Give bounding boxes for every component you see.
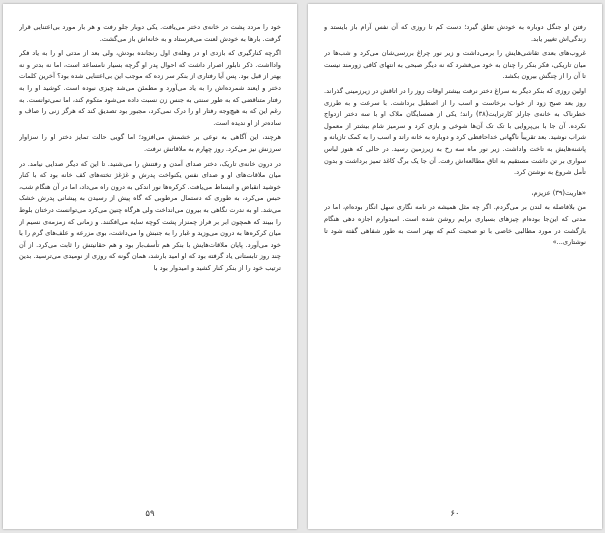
- paragraph: در درون خانه‌ی تاریک، دختر صدای آمدن و رفتنش را می‌شنید. تا این که دیگر صدایی نیامد. در میان ملاقات‌های او و صدای نفس یکنواخت پدرش و غژغژ تخته‌های کف خانه بود که با کنار خوشید انقباض و انبساط می‌یافت. کرکره‌ها نور اندکی به درون راه می‌داد، اما در آن هنگام شب، حبس می‌کرد، به طوری که دستمال مرطوبی که گاه پیش از رسیدن به پیشانی پدرش خشک می‌شد. او به ندرت نگاهی به بیرون می‌انداخت ولی هرگاه چنین می‌کرد می‌توانست درختان بلوط را ببیند که همچون ابر بر فراز چمنزار پشت کوچه سایه می‌افکنند. و زمانی که زمزمه‌ی نسیم از میان کرکره‌ها به درون می‌وزید و غبار را به جنبش وا می‌داشت، بوی مزرعه و علف‌های گرم را با خود می‌آورد. پایان ملاقات‌هایش با بنکر هم تأسف‌بار بود و هم حقانیتش را ثابت می‌کرد. از آن چند روز تابستانی یاد گرفته بود که او امید بارشد، همان گونه که روزی از نومیدی می‌ترسید. بدین ترتیب خود را از بنکر کنار کشید و امیدوار بود با: [19, 159, 281, 272]
- paragraph: غروب‌های بعدی تقاشی‌هایش را برمی‌داشت و زیر نور چراغ بررسی‌شان می‌کرد و شب‌ها در میان تاریکی، فکر بنکر را چنان به خود می‌فشرد که نه دیگر صبحی به انتهای کافی زورمند نیست تا آن را از چنگش بیرون بکشد.: [324, 49, 586, 81]
- left-page: [3, 4, 297, 529]
- paragraph: اولین روزی که بنکر دیگر به سراغ دختر نرفت بیشتر اوقات روز را در اتاقش در زیرزمینی گذراند. روز بعد صبح زود از خواب برخاست و اسب را از اصطبل برداشت. با سرعت و به طرزی خطرناک به خانه‌ی جارلز کارترایت(۳۸) راند؛ یکی از همسایگان ملاک او با سه دختر ازدواج نکرده. آن جا با بی‌پروایی با تک تک آن‌ها شوخی و بازی کرد و سرمیز شام بیشتر از معمول شراب نوشید. بعد تقریباً ناگهانی خداحافظی کرد و دوباره به خانه راند و اسب را به کمک تازیانه و پاشنه‌هایش به تاخت واداشت. زیر نور ماه سه رخ به زیرزمین رسید. در حالی که هنوز لباس سواری بر تن داشت مستقیم به اتاق مطالعه‌اش رفت. آن جا یک برگ کاغذ تمیز برداشت و بدون تأمل شروع به نوشتن کرد.: [324, 86, 586, 177]
- paragraph: خود را مردد پشت در خانه‌ی دختر می‌یافت. یکی دوبار جلو رفت و هر بار مورد بی‌اعتنایی قرار گرفت. بارها به خودش لعنت می‌فرستاد و به خانه‌اش باز می‌گشت.: [19, 23, 281, 43]
- paragraph: هرچند، این آگاهی به نوعی بر خشمش می‌افزود؛ اما گویی حالت تمایز دختر او را سزاوار سرزنش نیز می‌کرد. روز چهارم به ملاقاتش نرفت.: [19, 133, 281, 153]
- paragraph: رفتن او جنگل دوباره به خودش تعلق گیرد؛ دست کم تا روزی که آن نفس آرام باز بایستد و زندگی‌اش تغییر یابد.: [324, 23, 586, 43]
- right-page: [308, 4, 602, 529]
- right-page-text: [324, 22, 586, 500]
- paragraph: اگرچه کنارگیری که بازدی او در وهله‌ی اول رنجانده بودش، ولی بعد از مدتی او را به یاد فکر وادااشت. ذکر نابلور اصرار داشت که احوال پدر او گرچه بسیار نامساعد است، اما نه بدتر و نه بهتر از قبل بود. پس آیا رفتاری از بنکر سر زده که موجب این بی‌اعتنایی شده بود؟ آخرین کلمات دختر و ایعند شمرده‌اش را به یاد می‌آورد و مطمئن می‌شد چیزی نبوده است. کوشید او را به رفتار متناقضی که به طور سنتی به جنس زن نسبت داده می‌شود متکوم کند، اما نمی‌توانست. به رغم این که به هیچ‌وجه رفتار او را درک نمی‌کرد، مجبور بود تصدیق کند که هرگز زنی را صاف و ساده‌تر از او ندیده است.: [19, 49, 281, 127]
- left-page-text: [19, 22, 281, 500]
- letter-body: من بلافاصله به لندن بر می‌گردم. اگر چه مثل همیشه در نامه نگاری سهل انگار بوده‌ام، اما در مدتی که این‌جا بوده‌ام چیزهای بسیاری برایم روشن شده است. امیدوارم اجازه دهی هنگام بازگشت در مورد مطالبی خاصی با تو صحبت کنم که بهتر است به طور شفاهی گفته شود تا نوشتاری...»: [324, 203, 586, 247]
- letter-salutation: «هاریت(۳۹) عزیزم،: [531, 188, 586, 197]
- page-number: ۶۰: [450, 509, 460, 519]
- page-number: ۵۹: [145, 509, 155, 519]
